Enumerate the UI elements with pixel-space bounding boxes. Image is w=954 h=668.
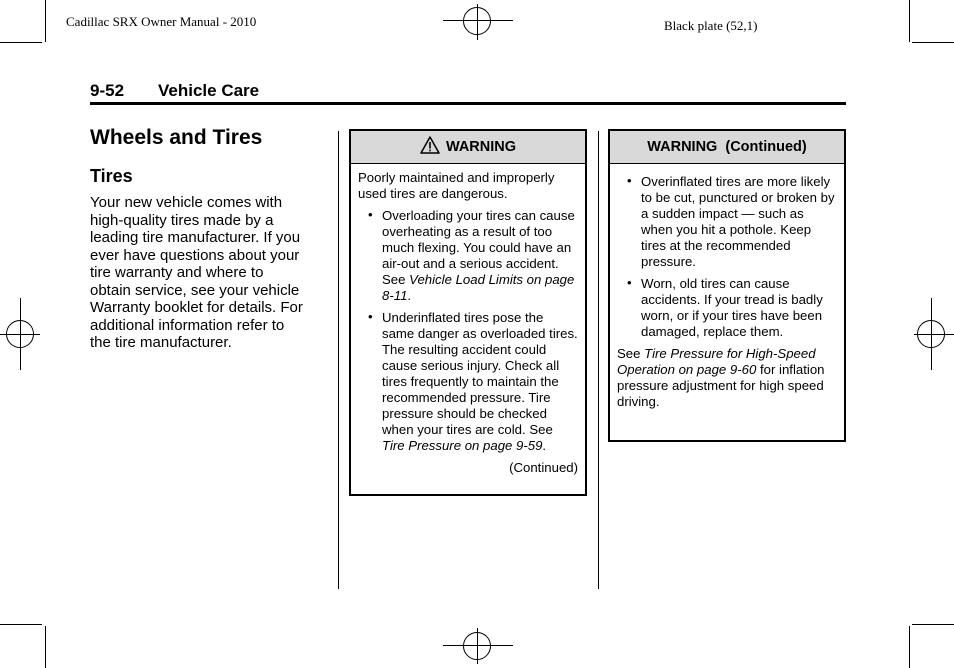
warning-intro: Poorly maintained and improperly used tires are dangerous. [358,170,555,201]
paragraph-line: obtain service, see your vehicle [90,281,300,299]
crop-mark [909,0,910,42]
paragraph-line: tire warranty and where to [90,264,264,281]
paragraph-line: additional information refer to [90,316,285,334]
paragraph-line: the tire manufacturer. [90,334,232,351]
warning-continued-heading: WARNING (Continued) [610,131,844,164]
intro-paragraph [90,194,335,352]
manual-title: Cadillac SRX Owner Manual - 2010 [66,14,257,29]
crop-mark [45,0,46,42]
cross-reference: Tire Pressure on page 9-59 [382,438,543,453]
warning-continued-body [610,164,844,416]
column-divider [598,131,599,589]
page-number: 9-52 [90,81,125,100]
page-title: Wheels and Tires [90,126,263,149]
paragraph-line: high-quality tires made by a [90,211,274,229]
warning-triangle-icon [420,136,440,158]
section-subtitle: Tires [90,166,133,186]
list-item: • Worn, old tires can cause accidents. If your tread is badly worn, or if your tires have been damaged, replace them. [617,276,837,340]
cross-reference: Vehicle Load Limits on page 8-11 [382,272,575,303]
header-rule [90,102,846,105]
crop-mark [45,626,46,668]
paragraph-line: ever have questions about your [90,246,300,264]
warning-box [349,129,587,496]
paragraph-line: Your new vehicle comes with [90,194,283,211]
list-item: • Overinflated tires are more likely to be cut, punctured or broken by a sudden impact — such as when you hit a pothole. Keep tires at the recommended pressure. [617,174,837,270]
list-item: • Overloading your tires can cause overheating as a result of too much flexing. You could have an air-out and a serious accident. See Vehicle Load Limits on page 8-11. [358,208,578,304]
paragraph-line: leading tire manufacturer. If you [90,229,301,246]
crop-mark [912,42,954,43]
crop-mark [0,624,42,625]
closing-paragraph: See Tire Pressure for High-Speed Operation on page 9-60 for inflation pressure adjustment for high speed driving. [617,346,825,409]
continued-label: (Continued) [509,460,578,475]
section-name: Vehicle Care [158,81,260,100]
column-divider [338,131,339,589]
crop-mark [909,626,910,668]
warning-heading-text: WARNING [445,139,517,155]
cross-reference: Tire Pressure for High-Speed Operation on page 9-60 [617,346,816,377]
plate-info: Black plate (52,1) [664,18,758,33]
list-item: • Underinflated tires pose the same danger as overloaded tires. The resulting accident could cause serious injury. Check all tires frequently to maintain the recommended pressure. Tire pressure should be checked when your tires are cold. See Tire Pressure on page 9-59. [358,310,578,454]
warning-bullets [358,208,578,454]
warning-continued-bullets [617,174,837,340]
warning-body [351,164,585,482]
warning-continued-box [608,129,846,442]
crop-mark [912,624,954,625]
warning-heading [351,131,585,164]
crop-mark [0,42,42,43]
paragraph-line: Warranty booklet for details. For [90,299,303,316]
